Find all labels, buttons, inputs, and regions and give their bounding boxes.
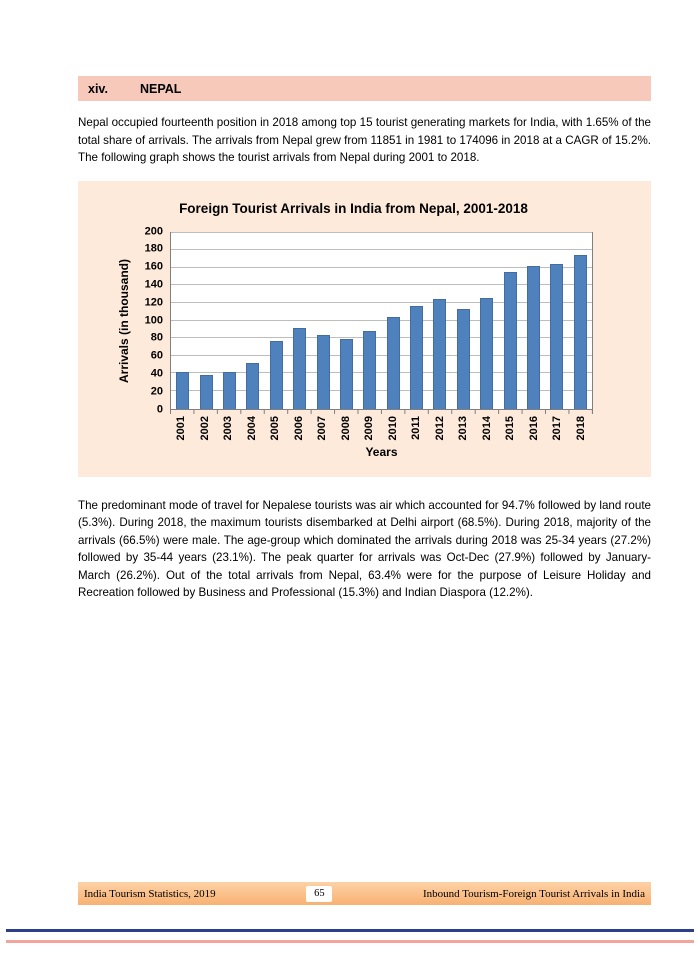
x-tick-label: 2018 (574, 415, 587, 440)
x-tick-label: 2011 (410, 415, 423, 440)
bottom-pink-rule (6, 940, 694, 943)
x-tick-label: 2005 (269, 415, 282, 440)
bar-slot (194, 233, 217, 409)
x-tick-slot (546, 416, 570, 440)
chart-body (114, 225, 593, 459)
x-tick-slot (264, 416, 288, 440)
x-tick-slot (476, 416, 500, 440)
x-tick-slot (335, 416, 359, 440)
x-tick-slot (382, 416, 406, 440)
page-number: 65 (306, 886, 332, 902)
section-title: NEPAL (140, 81, 182, 96)
bar-slot (452, 233, 475, 409)
x-tick-slot (288, 416, 312, 440)
bar-2006 (293, 328, 306, 408)
x-tick-label: 2006 (292, 415, 305, 440)
bar-slot (405, 233, 428, 409)
x-tick-label: 2007 (316, 415, 329, 440)
bar-slot (171, 233, 194, 409)
bar-2018 (574, 255, 587, 408)
bar-2005 (270, 341, 283, 409)
x-tick-slot (405, 416, 429, 440)
x-tick-slot (194, 416, 218, 440)
page-footer (78, 882, 651, 905)
bar-slot (498, 233, 521, 409)
chart (78, 181, 651, 477)
bar-slot (218, 233, 241, 409)
bar-slot (569, 233, 592, 409)
bar-2012 (433, 299, 446, 409)
x-tick-label: 2009 (363, 415, 376, 440)
y-tick-label: 120 (144, 296, 163, 309)
y-tick-label: 80 (150, 331, 163, 344)
bar-2017 (550, 264, 563, 408)
y-tick-label: 0 (156, 403, 163, 415)
y-tick-label: 20 (150, 385, 163, 398)
bar-slot (288, 233, 311, 409)
x-tick-label: 2014 (480, 415, 493, 440)
detail-paragraph: The predominant mode of travel for Nepalese tourists was air which accounted for 94.7% followed by land route (5.3%). During 2018, the maximum tourists disembarked at Delhi airport (68.5%). During 2018, majority of the arrivals (66.5%) were male. The age-group which dominated the arrivals during 2018 was 25-34 years (27.2%) followed by 35-44 years (23.1%). The peak quarter for arrivals was Oct-Dec (27.9%) followed by January-March (26.2%). Out of the total arrivals from Nepal, 63.4% were for the purpose of Leisure Holiday and Recreation followed by Business and Professional (15.3%) and Indian Diaspora (12.2%). (78, 498, 651, 600)
bottom-blue-rule (6, 929, 694, 932)
bar-2011 (410, 306, 423, 408)
x-tick-slot (241, 416, 265, 440)
bar-slot (358, 233, 381, 409)
bar-slot (545, 233, 568, 409)
bar-2015 (504, 272, 517, 408)
x-tick-label: 2008 (339, 415, 352, 440)
chart-title: Foreign Tourist Arrivals in India from Nepal, 2001-2018 (179, 200, 528, 216)
x-tick-slot (429, 416, 453, 440)
x-axis-title: Years (365, 444, 398, 459)
bar-2003 (223, 372, 236, 409)
y-axis-ticks (134, 225, 170, 415)
x-tick-label: 2001 (175, 415, 188, 440)
bar-slot (428, 233, 451, 409)
x-tick-slot (570, 416, 594, 440)
x-tick-slot (523, 416, 547, 440)
x-axis-labels (170, 416, 593, 440)
section-header (78, 76, 651, 101)
y-tick-label: 200 (144, 225, 163, 237)
x-tick-slot (499, 416, 523, 440)
page-content (78, 76, 651, 602)
x-tick-slot (217, 416, 241, 440)
x-axis-tick-marks (170, 410, 593, 414)
x-tick-slot (452, 416, 476, 440)
bar-2010 (387, 317, 400, 409)
plot-area (170, 232, 593, 410)
bar-slot (241, 233, 264, 409)
x-tick-label: 2015 (504, 415, 517, 440)
y-tick-label: 160 (144, 260, 163, 273)
bar-2008 (340, 339, 353, 409)
bars-row (171, 233, 592, 409)
bar-2016 (527, 266, 540, 409)
x-tick-label: 2002 (198, 415, 211, 440)
y-tick-label: 180 (144, 242, 163, 255)
x-tick-label: 2010 (386, 415, 399, 440)
bar-slot (335, 233, 358, 409)
y-tick-label: 60 (150, 349, 163, 362)
section-number: xiv. (88, 81, 108, 96)
x-tick-slot (311, 416, 335, 440)
x-tick-label: 2003 (222, 415, 235, 440)
bar-slot (475, 233, 498, 409)
bar-2009 (363, 331, 376, 408)
intro-paragraph: Nepal occupied fourteenth position in 2018 among top 15 tourist generating markets for India, with 1.65% of the total share of arrivals. The arrivals from Nepal grew from 11851 in 1981 to 174096 in 2018 at a CAGR of 15.2%. The following graph shows the tourist arrivals from Nepal during 2001 to 2018. (78, 116, 651, 164)
y-axis-title: Arrivals (in thousand) (117, 258, 131, 383)
bar-2004 (246, 363, 259, 409)
plot-column (170, 232, 593, 459)
y-tick-label: 140 (144, 278, 163, 291)
y-tick-label: 40 (150, 367, 163, 380)
footer-right-text: Inbound Tourism-Foreign Tourist Arrivals in India (422, 887, 645, 900)
bar-2002 (200, 375, 213, 408)
bar-2014 (480, 298, 493, 409)
footer-left-text: India Tourism Statistics, 2019 (84, 887, 216, 900)
bar-slot (265, 233, 288, 409)
x-tick-slot (358, 416, 382, 440)
x-tick-label: 2016 (527, 415, 540, 440)
bar-slot (311, 233, 334, 409)
bar-2007 (317, 335, 330, 408)
x-tick-slot (170, 416, 194, 440)
x-tick-label: 2012 (433, 415, 446, 440)
x-tick-label: 2013 (457, 415, 470, 440)
x-tick-label: 2004 (245, 415, 258, 440)
bar-slot (522, 233, 545, 409)
y-tick-label: 100 (144, 314, 163, 326)
bar-2013 (457, 309, 470, 408)
bar-2001 (176, 372, 189, 408)
x-tick-label: 2017 (551, 415, 564, 440)
bar-slot (382, 233, 405, 409)
